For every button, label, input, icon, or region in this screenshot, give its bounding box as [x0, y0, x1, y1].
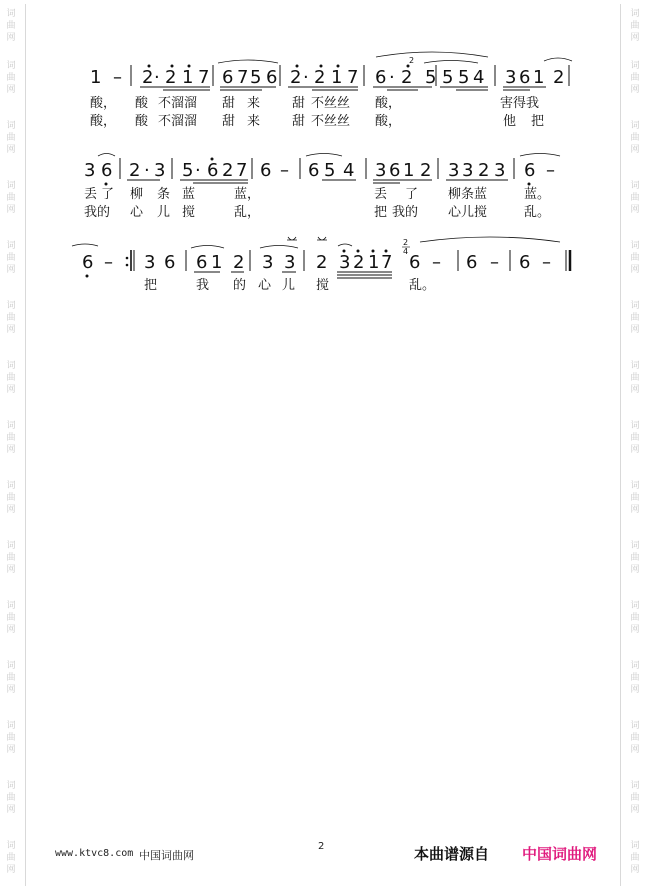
slur	[338, 244, 352, 246]
watermark-glyph: 词	[6, 781, 16, 791]
score-note: 3	[144, 252, 156, 273]
score-note: 2	[142, 67, 154, 88]
watermark-glyph: 网	[6, 685, 16, 695]
lyric-syllable: 心	[258, 278, 272, 293]
score-note: 6	[409, 252, 421, 273]
watermark-glyph: 曲	[630, 613, 640, 623]
watermark-glyph: 网	[630, 865, 640, 875]
score-note: ·	[389, 67, 395, 88]
watermark-glyph: 曲	[630, 733, 640, 743]
score-note: 3	[375, 160, 387, 181]
watermark-glyph: 词	[6, 241, 16, 251]
slur	[98, 154, 115, 157]
watermark-glyph: 网	[630, 445, 640, 455]
watermark-glyph: 网	[630, 325, 640, 335]
watermark-glyph: 网	[630, 205, 640, 215]
watermark-glyph: 网	[6, 625, 16, 635]
watermark-glyph: 网	[630, 745, 640, 755]
footer-site-name: 中国词曲网	[139, 849, 194, 862]
score-note: 6	[519, 252, 531, 273]
score-note: 4	[343, 160, 355, 181]
watermark-glyph: 网	[6, 805, 16, 815]
watermark-glyph: 网	[630, 85, 640, 95]
lyric-syllable: 心	[130, 205, 144, 220]
watermark-glyph: 词	[630, 361, 640, 371]
watermark-glyph: 网	[6, 865, 16, 875]
watermark-glyph: 网	[630, 685, 640, 695]
watermark-glyph: 词	[6, 361, 16, 371]
repeat-dot	[126, 257, 129, 260]
lyric-syllable: 酸，	[90, 96, 117, 111]
octave-dot	[188, 65, 191, 68]
watermark-glyph: 网	[6, 325, 16, 335]
octave-dot	[86, 275, 89, 278]
watermark-glyph: 网	[6, 33, 16, 43]
slur	[260, 246, 298, 249]
lyric-syllable: 来	[247, 96, 261, 111]
octave-dot	[372, 250, 375, 253]
watermark-glyph: 词	[6, 181, 16, 191]
watermark-glyph: 词	[630, 241, 640, 251]
watermark-glyph: 曲	[6, 21, 16, 31]
octave-dot	[171, 65, 174, 68]
score-note: 2	[129, 160, 141, 181]
lyric-syllable: 的	[233, 278, 247, 293]
octave-dot	[320, 65, 323, 68]
score-note: 7	[236, 160, 248, 181]
watermark-glyph: 曲	[6, 553, 16, 563]
score-note: 7	[381, 252, 393, 273]
lyric-syllable: 我的	[84, 205, 111, 220]
score-note: 2	[478, 160, 490, 181]
source-site[interactable]: 中国词曲网	[522, 845, 598, 863]
lyric-syllable: 酸，	[375, 96, 402, 111]
watermark-glyph: 词	[630, 121, 640, 131]
score-note: 6	[524, 160, 536, 181]
lyric-syllable: 儿	[282, 278, 296, 293]
score-note: 6	[207, 160, 219, 181]
octave-dot	[296, 65, 299, 68]
watermark-glyph: 曲	[6, 253, 16, 263]
watermark-glyph: 词	[630, 421, 640, 431]
lyric-syllable: 不丝丝	[311, 114, 351, 129]
score-note: –	[113, 67, 122, 88]
ornament-mark	[317, 237, 327, 240]
score-note: 6	[82, 252, 94, 273]
watermark-glyph: 网	[630, 385, 640, 395]
score-note: 5	[442, 67, 454, 88]
score-note: 5	[425, 67, 437, 88]
watermark-glyph: 词	[6, 301, 16, 311]
score-note: 6	[101, 160, 113, 181]
score-note: 6	[308, 160, 320, 181]
watermark-glyph: 网	[6, 565, 16, 575]
lyric-syllable: 把	[374, 205, 388, 220]
lyric-syllable: 甜	[292, 96, 306, 111]
watermark-glyph: 曲	[630, 193, 640, 203]
lyric-syllable: 不溜溜	[158, 96, 198, 111]
lyric-syllable: 不丝丝	[311, 96, 351, 111]
score-note: 7	[347, 67, 359, 88]
watermark-glyph: 词	[6, 541, 16, 551]
score-note: ·	[303, 67, 309, 88]
octave-dot	[105, 183, 108, 186]
lyric-syllable: 丢	[84, 187, 98, 202]
watermark-glyph: 网	[6, 265, 16, 275]
watermark-glyph: 网	[630, 145, 640, 155]
lyric-syllable: 蓝	[182, 187, 196, 202]
time-signature-top: 2	[403, 238, 409, 247]
watermark-glyph: 曲	[630, 253, 640, 263]
score-note: 6	[389, 160, 401, 181]
watermark-glyph: 词	[6, 721, 16, 731]
lyric-syllable: 乱。	[409, 278, 436, 293]
time-signature-bottom: 4	[403, 247, 409, 256]
lyric-syllable: 心儿搅	[448, 205, 488, 220]
watermark-glyph: 网	[630, 33, 640, 43]
lyric-syllable: 酸，	[375, 114, 402, 129]
watermark-glyph: 网	[6, 145, 16, 155]
score-note: 4	[473, 67, 485, 88]
score-note: 2	[401, 67, 413, 88]
watermark-glyph: 曲	[6, 613, 16, 623]
score-note: 3	[284, 252, 296, 273]
watermark-glyph: 网	[6, 85, 16, 95]
slur	[544, 58, 572, 61]
lyric-syllable: 柳条蓝	[448, 187, 488, 202]
score-note: 1	[182, 67, 194, 88]
slur	[306, 154, 342, 157]
lyric-syllable: 蓝。	[524, 187, 551, 202]
lyric-syllable: 了	[405, 187, 419, 202]
score-note: ·	[195, 160, 201, 181]
score-note: 3	[154, 160, 166, 181]
score-note: 5	[182, 160, 194, 181]
watermark-glyph: 词	[630, 9, 640, 19]
ornament-mark	[287, 237, 297, 240]
watermark-glyph: 词	[6, 481, 16, 491]
page-number: 2	[318, 841, 325, 852]
watermark-glyph: 曲	[6, 793, 16, 803]
score-note: 6	[196, 252, 208, 273]
score-note: 6	[222, 67, 234, 88]
lyric-syllable: 甜	[222, 114, 236, 129]
score-note: 3	[505, 67, 517, 88]
score-note: 6	[260, 160, 272, 181]
lyric-syllable: 酸	[135, 96, 149, 111]
watermark-glyph: 曲	[630, 373, 640, 383]
score-note: –	[104, 252, 113, 273]
score-note: 7	[198, 67, 210, 88]
lyric-syllable: 害得我	[500, 96, 540, 111]
score-note: 5	[250, 67, 262, 88]
watermark-glyph: 曲	[630, 133, 640, 143]
score-note: 3	[448, 160, 460, 181]
score-note: 5	[324, 160, 336, 181]
octave-dot	[337, 65, 340, 68]
lyric-syllable: 搅	[316, 278, 330, 293]
watermark-glyph: 词	[6, 9, 16, 19]
lyric-syllable: 搅	[182, 205, 196, 220]
watermark-glyph: 网	[6, 505, 16, 515]
lyric-syllable: 柳	[130, 187, 144, 202]
watermark-glyph: 曲	[630, 553, 640, 563]
lyric-syllable: 我的	[392, 205, 419, 220]
score-note: 6	[164, 252, 176, 273]
watermark-glyph: 曲	[6, 853, 16, 863]
watermark-glyph: 词	[6, 61, 16, 71]
slur	[218, 60, 278, 63]
score-note: 3	[462, 160, 474, 181]
watermark-glyph: 曲	[6, 193, 16, 203]
watermark-glyph: 曲	[6, 493, 16, 503]
lyric-syllable: 酸，	[90, 114, 117, 129]
score-note: ·	[154, 67, 160, 88]
watermark-glyph: 曲	[6, 73, 16, 83]
source-label: 本曲谱源自	[414, 845, 490, 863]
score-note: 3	[339, 252, 351, 273]
score-note: 1	[331, 67, 343, 88]
score-note: 3	[262, 252, 274, 273]
watermark-group	[626, 840, 644, 876]
watermark-glyph: 网	[630, 565, 640, 575]
watermark-glyph: 曲	[630, 313, 640, 323]
lyric-syllable: 乱。	[524, 205, 551, 220]
watermark-glyph: 曲	[630, 853, 640, 863]
lyric-syllable: 不溜溜	[158, 114, 198, 129]
lyric-syllable: 把	[144, 278, 158, 293]
octave-dot	[357, 250, 360, 253]
score-note: 2	[290, 67, 302, 88]
watermark-glyph: 词	[630, 301, 640, 311]
slur	[191, 246, 224, 249]
watermark-glyph: 曲	[6, 133, 16, 143]
octave-dot	[148, 65, 151, 68]
watermark-glyph: 曲	[6, 673, 16, 683]
watermark-glyph: 曲	[630, 73, 640, 83]
octave-dot	[343, 250, 346, 253]
watermark-glyph: 曲	[630, 673, 640, 683]
score-note: 2	[314, 67, 326, 88]
score-note: 6	[466, 252, 478, 273]
watermark-glyph: 曲	[6, 373, 16, 383]
repeat-dot	[126, 264, 129, 267]
watermark-glyph: 词	[6, 121, 16, 131]
watermark-glyph: 词	[630, 721, 640, 731]
watermark-glyph: 网	[6, 445, 16, 455]
lyric-syllable: 酸	[135, 114, 149, 129]
watermark-glyph: 网	[6, 745, 16, 755]
watermark-glyph: 词	[6, 421, 16, 431]
octave-dot	[385, 250, 388, 253]
watermark-glyph: 曲	[6, 313, 16, 323]
score-note: 3	[494, 160, 506, 181]
lyric-syllable: 他	[503, 114, 517, 129]
watermark-glyph: 曲	[630, 793, 640, 803]
score-note: 2	[222, 160, 234, 181]
score-note: 1	[533, 67, 545, 88]
lyric-syllable: 把	[531, 114, 545, 129]
lyric-syllable: 乱，	[234, 205, 261, 220]
score-note: 2	[233, 252, 245, 273]
watermark-glyph: 词	[630, 61, 640, 71]
watermark-glyph: 词	[6, 841, 16, 851]
lyric-syllable: 丢	[374, 187, 388, 202]
watermark-glyph: 词	[630, 181, 640, 191]
score-note: 3	[84, 160, 96, 181]
watermark-glyph: 词	[630, 781, 640, 791]
watermark-glyph: 网	[630, 625, 640, 635]
score-note: 5	[458, 67, 470, 88]
score-note: 1	[403, 160, 415, 181]
slur	[376, 52, 488, 57]
watermark-glyph: 词	[630, 661, 640, 671]
watermark-glyph: 曲	[630, 493, 640, 503]
watermark-glyph: 曲	[630, 21, 640, 31]
score-note: –	[542, 252, 551, 273]
score-note: 2	[353, 252, 365, 273]
watermark-glyph: 曲	[6, 733, 16, 743]
score-note: –	[546, 160, 555, 181]
score-note: –	[280, 160, 289, 181]
watermark-glyph: 网	[6, 205, 16, 215]
watermark-glyph: 词	[630, 841, 640, 851]
watermark-glyph: 曲	[6, 433, 16, 443]
watermark-group	[2, 840, 20, 876]
score-note: 6	[266, 67, 278, 88]
score-note: 2	[165, 67, 177, 88]
score-note: 2	[316, 252, 328, 273]
slur	[420, 237, 560, 242]
lyric-syllable: 我	[196, 278, 210, 293]
score-note: 2	[553, 67, 565, 88]
watermark-glyph: 词	[6, 601, 16, 611]
score-note: 6	[375, 67, 387, 88]
score-note: ·	[144, 160, 150, 181]
octave-dot	[211, 158, 214, 161]
watermark-glyph: 词	[630, 601, 640, 611]
slur	[424, 61, 478, 64]
slur	[520, 154, 560, 157]
watermark-glyph: 网	[630, 505, 640, 515]
watermark-glyph: 网	[630, 805, 640, 815]
lyric-syllable: 蓝，	[234, 187, 261, 202]
score-note: 2	[420, 160, 432, 181]
watermark-glyph: 曲	[630, 433, 640, 443]
score-note: 1	[90, 67, 102, 88]
octave-dot	[528, 183, 531, 186]
watermark-glyph: 词	[630, 541, 640, 551]
score-note: 7	[237, 67, 249, 88]
watermark-glyph: 网	[6, 385, 16, 395]
score-note: 1	[211, 252, 223, 273]
lyric-syllable: 了	[101, 187, 115, 202]
watermark-glyph: 词	[630, 481, 640, 491]
watermark-glyph: 网	[630, 265, 640, 275]
grace-note: 2	[409, 56, 415, 65]
slur	[72, 244, 98, 246]
lyric-syllable: 条	[157, 187, 171, 202]
score-note: 6	[519, 67, 531, 88]
lyric-syllable: 儿	[157, 205, 171, 220]
lyric-syllable: 甜	[292, 114, 306, 129]
watermark-glyph: 词	[6, 661, 16, 671]
score-note: –	[432, 252, 441, 273]
lyric-syllable: 甜	[222, 96, 236, 111]
lyric-syllable: 来	[247, 114, 261, 129]
score-note: 1	[368, 252, 380, 273]
score-note: –	[490, 252, 499, 273]
footer-url[interactable]: www.ktvc8.com	[55, 848, 134, 859]
